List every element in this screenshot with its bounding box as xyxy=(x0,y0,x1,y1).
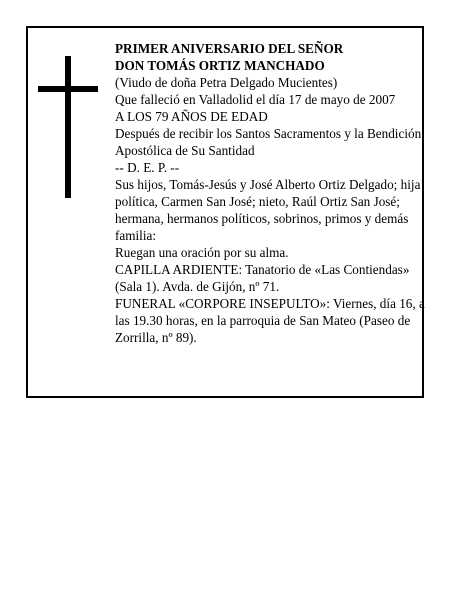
rip-text: -- D. E. P. -- xyxy=(115,160,180,175)
chapel-info: CAPILLA ARDIENTE: Tanatorio de «Las Contiendas» (Sala 1). Avda. de Gijón, nº 71. xyxy=(115,262,410,294)
notice-text xyxy=(115,40,427,346)
sacraments-text: Después de recibir los Santos Sacramentos y la Bendición Apostólica de Su Santidad xyxy=(115,126,422,158)
death-info: Que falleció en Valladolid el día 17 de mayo de 2007 xyxy=(115,92,396,107)
age-at-death: A LOS 79 AÑOS DE EDAD xyxy=(115,109,268,124)
cross-vertical-bar xyxy=(65,56,71,198)
funeral-info: FUNERAL «CORPORE INSEPULTO»: Viernes, día 16, a las 19.30 horas, en la parroquia de San Mateo (Paseo de Zorrilla, nº 89). xyxy=(115,296,425,345)
notice-title-line-2: DON TOMÁS ORTIZ MANCHADO xyxy=(115,58,325,73)
family-list: Sus hijos, Tomás-Jesús y José Alberto Ortiz Delgado; hija política, Carmen San José; nieto, Raúl Ortiz San José; hermana, hermanos políticos, sobrinos, primos y demás familia: xyxy=(115,177,421,243)
obituary-notice xyxy=(26,26,424,398)
notice-title-line-1: PRIMER ANIVERSARIO DEL SEÑOR xyxy=(115,41,344,56)
widower-of: (Viudo de doña Petra Delgado Mucientes) xyxy=(115,75,338,90)
cross-horizontal-bar xyxy=(38,86,98,92)
prayer-request: Ruegan una oración por su alma. xyxy=(115,245,289,260)
